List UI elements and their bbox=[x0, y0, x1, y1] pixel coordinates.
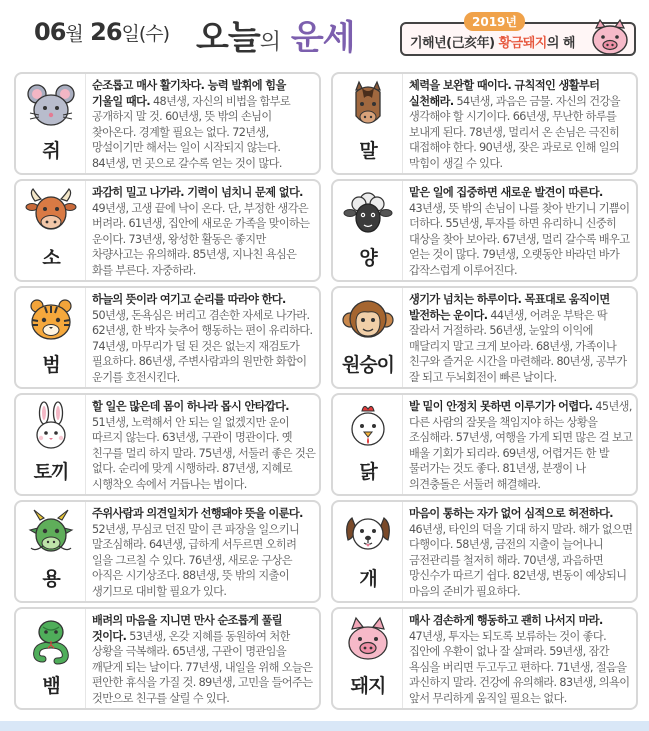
banner-text-suffix: 의 해 bbox=[546, 36, 575, 51]
fortune-body: 51년생, 노력해서 안 되는 일 없겠지만 운이 따르지 않는다. 63년생, 구관이 명관이다. 옛 친구를 멀리 하지 말라. 75년생, 서둘러 좋은 것은 없다. 순리에 맞게 시행하라. 87년생, 지혜로 시행착오 속에서 거듭나는 법이다. bbox=[92, 415, 316, 491]
monkey-icon bbox=[342, 294, 394, 346]
sheep-icon bbox=[342, 187, 394, 239]
ox-icon bbox=[25, 187, 77, 239]
fortune-text bbox=[409, 292, 633, 386]
zodiac-name: 개 bbox=[359, 568, 377, 590]
zodiac-name: 토끼 bbox=[33, 461, 69, 483]
zodiac-name: 말 bbox=[359, 140, 377, 162]
zodiac-name: 돼지 bbox=[350, 675, 386, 697]
fortune-text bbox=[92, 185, 316, 279]
date-month-unit: 월 bbox=[65, 23, 83, 45]
zodiac-name: 소 bbox=[42, 247, 60, 269]
fortune-text bbox=[409, 185, 633, 279]
date bbox=[34, 18, 169, 46]
fortune-headline: 순조롭고 매사 활기차다. 능력 발휘에 힘을 기울일 때다. bbox=[92, 79, 286, 108]
banner-year: 2019년 bbox=[464, 12, 525, 31]
zodiac-name: 닭 bbox=[359, 461, 377, 483]
fortune-text bbox=[409, 506, 633, 600]
fortune-card-rat bbox=[14, 72, 321, 175]
fortune-body: 44년생, 어려운 부탁은 딱 잘라서 거절하라. 56년생, 눈앞의 이익에 매달리지 말고 크게 보아라. 68년생, 가족이나 친구와 즐거운 시간을 마련해라. 80년생, 공부가 잘 되고 두뇌회전이 빠른 날이다. bbox=[409, 308, 627, 384]
fortune-card-monkey bbox=[331, 286, 638, 389]
fortune-headline: 생기가 넘치는 하루이다. 목표대로 움직이면 발전하는 운이다. bbox=[409, 293, 610, 322]
fortune-card-snake bbox=[14, 607, 321, 710]
horse-icon bbox=[342, 80, 394, 132]
date-day-unit: 일 bbox=[121, 23, 139, 45]
banner-text-highlight: 황금돼지 bbox=[498, 36, 547, 51]
fortune-headline: 배려의 마음을 지니면 만사 순조롭게 풀릴 것이다. bbox=[92, 614, 282, 643]
fortune-card-rooster bbox=[331, 393, 638, 496]
fortune-text bbox=[92, 613, 316, 707]
rabbit-icon bbox=[25, 401, 77, 453]
fortune-headline: 할 일은 많은데 몸이 하나라 몹시 안타깝다. bbox=[92, 400, 289, 413]
fortune-body: 47년생, 투자는 되도록 보류하는 것이 좋다. 집안에 우환이 없나 잘 살펴라. 59년생, 잠간 욕심을 버리면 두고두고 편하다. 71년생, 절음을 과신하지 말라. 건강에 유의해라. 83년생, 의욕이 앞서 무리하게 움직일 필요는 없다. bbox=[409, 629, 630, 705]
fortune-headline: 발 밑이 안정치 못하면 이루기가 어렵다. bbox=[409, 400, 593, 413]
banner-pig-icon bbox=[588, 18, 632, 58]
tiger-icon bbox=[25, 294, 77, 346]
zodiac-name: 쥐 bbox=[42, 140, 60, 162]
title-particle: 의 bbox=[259, 30, 280, 55]
fortune-card-dog bbox=[331, 500, 638, 603]
year-banner bbox=[400, 15, 636, 56]
fortune-body: 46년생, 타인의 덕을 기대 하지 말라. 해가 없으면 다행이다. 58년생, 금전의 지출이 늘어나니 금전관리를 철저히 해라. 70년생, 과음하면 망신수가 따르기 쉽다. 82년생, 변동이 예상되니 마음의 준비가 필요하다. bbox=[409, 522, 633, 598]
date-month: 06 bbox=[34, 18, 66, 46]
fortune-card-horse bbox=[331, 72, 638, 175]
fortune-body: 52년생, 무심코 던진 말이 큰 파장을 일으키니 말조심해라. 64년생, 급하게 서두르면 오히려 일을 그르칠 수 있다. 76년생, 새로운 구상은 아직은 시기상조다. 88년생, 뜻 밖의 지출이 생기므로 대비할 필요가 있다. bbox=[92, 522, 300, 598]
fortune-text bbox=[92, 399, 316, 493]
fortune-text bbox=[92, 506, 316, 600]
fortune-body: 49년생, 고생 끝에 낙이 온다. 단, 부정한 생각은 버려라. 61년생, 집안에 새로운 가족을 맞이하는 운이다. 73년생, 왕성한 활동은 좋지만 차량사고는 유의해라. 85년생, 지나친 욕심은 화를 부른다. 자중하라. bbox=[92, 201, 310, 277]
zodiac-name: 양 bbox=[359, 247, 377, 269]
fortune-body: 50년생, 돈욕심은 버리고 겸손한 자세로 나가라. 62년생, 한 박자 늦추어 행동하는 편이 유리하다. 74년생, 마무리가 덜 된 것은 없는지 재검토가 필요하다. 86년생, 주변사람과의 원만한 화합이 운기를 호전시킨다. bbox=[92, 308, 313, 384]
fortune-body: 45년생, 다른 사람의 잘못을 책임지야 하는 상황을 조심해라. 57년생, 여행을 가게 되면 많은 걸 보고 배울 기회가 되리라. 69년생, 어렵거든 한 발 물러가는 것도 좋다. 81년생, 분쟁이 나 의견충돌은 서둘러 해결해라. bbox=[409, 400, 633, 491]
fortune-card-pig bbox=[331, 607, 638, 710]
fortune-text bbox=[92, 78, 316, 172]
bottom-band bbox=[0, 721, 649, 731]
fortune-body: 54년생, 과음은 금물. 자신의 건강을 생각해야 할 시기이다. 66년생, 무난한 하루를 보내게 된다. 78년생, 멀리서 온 손님은 극진히 대접해야 한다. 90년생, 잦은 과로로 인해 일의 막힘이 생길 수 있다. bbox=[409, 94, 620, 170]
fortune-headline: 체력을 보완할 때이다. 규칙적인 생활부터 실천해라. bbox=[409, 79, 600, 108]
fortune-card-sheep bbox=[331, 179, 638, 282]
fortune-headline: 주위사람과 의견일치가 선행돼야 뜻을 이룬다. bbox=[92, 507, 303, 520]
zodiac-name: 범 bbox=[42, 354, 60, 376]
pig-icon bbox=[342, 615, 394, 667]
fortune-text bbox=[409, 613, 633, 707]
fortune-body: 53년생, 온갖 지혜를 동원하여 처한 상황을 극복해라. 65년생, 구관이 명관임을 깨닫게 되는 날이다. 77년생, 내일을 위해 오늘은 편안한 휴식을 가질 것. 89년생, 고민을 들어주는 것만으로 친구를 살릴 수 있다. bbox=[92, 629, 313, 705]
dog-icon bbox=[342, 508, 394, 560]
fortune-headline: 매사 겸손하게 행동하고 괜히 나서지 마라. bbox=[409, 614, 603, 627]
fortune-body: 43년생, 뜻 밖의 손님이 나를 찾아 반기니 기쁨이 더하다. 55년생, 투자를 하면 유리하니 신중히 대상을 찾아 보아라. 67년생, 멀리 갈수록 배우고 얻는 것이 많다. 79년생, 오랫동안 바라던 바가 갑작스럽게 이루어진다. bbox=[409, 201, 630, 277]
page-title bbox=[196, 10, 355, 59]
dragon-icon bbox=[25, 508, 77, 560]
zodiac-name: 뱀 bbox=[42, 675, 60, 697]
fortune-text bbox=[409, 399, 633, 493]
banner-text bbox=[410, 32, 575, 51]
date-day: 26 bbox=[90, 18, 122, 46]
fortune-headline: 하늘의 뜻이라 여기고 순리를 따라야 한다. bbox=[92, 293, 286, 306]
fortune-body: 48년생, 자신의 비법을 함부로 공개하지 말 것. 60년생, 뜻 밖의 손님이 찾아온다. 경계할 필요는 없다. 72년생, 망설이기만 해서는 일이 시작되지 않는다. 84년생, 먼 곳으로 갈수록 얻는 것이 많다. bbox=[92, 94, 291, 170]
title-today: 오늘 bbox=[196, 18, 260, 58]
page-header bbox=[0, 0, 649, 66]
fortune-headline: 과감히 밀고 나가라. 기력이 넘치니 문제 없다. bbox=[92, 186, 303, 199]
zodiac-name: 용 bbox=[42, 568, 60, 590]
fortune-card-rabbit bbox=[14, 393, 321, 496]
banner-text-prefix: 기해년(己亥年) bbox=[410, 36, 495, 51]
fortune-headline: 맡은 일에 집중하면 새로운 발견이 따른다. bbox=[409, 186, 603, 199]
fortune-card-ox bbox=[14, 179, 321, 282]
title-fortune: 운세 bbox=[290, 18, 355, 58]
zodiac-name: 원숭이 bbox=[341, 354, 395, 376]
fortune-text bbox=[92, 292, 316, 386]
fortune-card-dragon bbox=[14, 500, 321, 603]
snake-icon bbox=[25, 615, 77, 667]
fortune-text bbox=[409, 78, 633, 172]
rat-icon bbox=[25, 80, 77, 132]
date-weekday: (수) bbox=[138, 23, 170, 45]
fortune-card-tiger bbox=[14, 286, 321, 389]
fortune-headline: 마음이 통하는 자가 없어 심적으로 허전하다. bbox=[409, 507, 613, 520]
rooster-icon bbox=[342, 401, 394, 453]
